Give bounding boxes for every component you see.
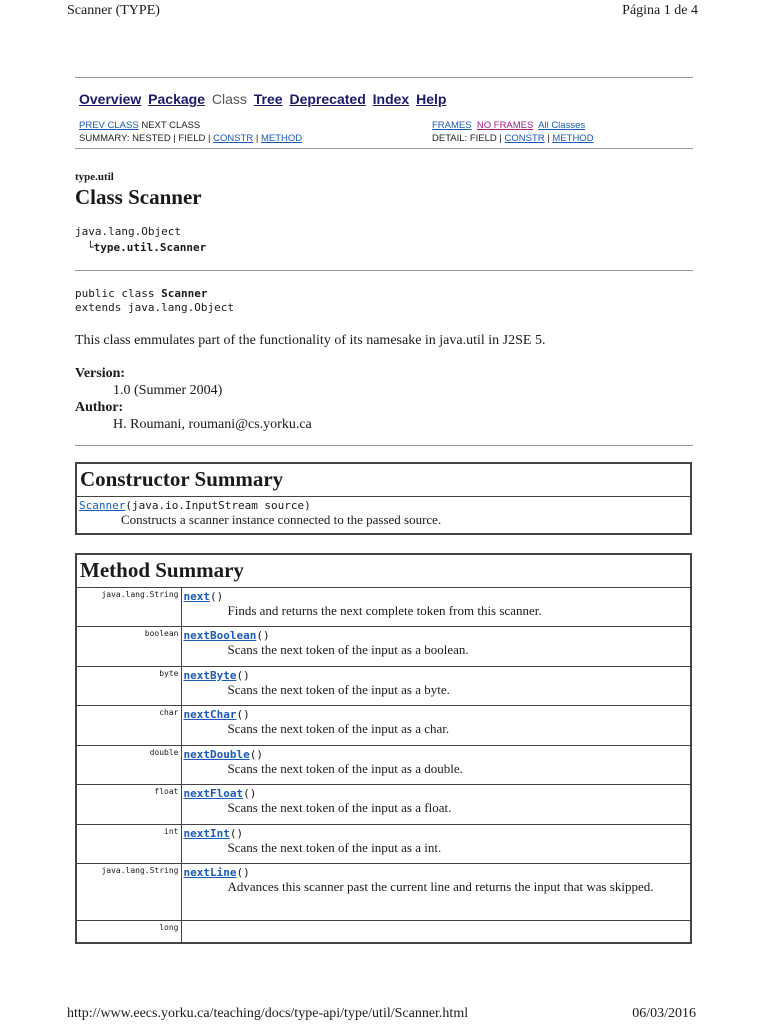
summary-constr-link[interactable]: CONSTR [213, 133, 254, 144]
next-class-text: NEXT CLASS [141, 120, 201, 131]
divider [75, 148, 693, 149]
method-return-type: byte [76, 666, 181, 706]
constructor-description: Constructs a scanner instance connected to the passed source. [121, 511, 442, 527]
table-row [76, 587, 691, 627]
table-row [76, 627, 691, 667]
class-declaration [75, 287, 693, 315]
method-return-type: java.lang.String [76, 587, 181, 627]
nav-tree-link[interactable]: Tree [253, 91, 283, 107]
constructor-summary-table [75, 462, 692, 535]
class-tags [75, 365, 693, 433]
method-nextfloat-link[interactable]: nextFloat [183, 787, 244, 800]
print-header-title: Scanner (TYPE) [67, 3, 160, 18]
nav-frame-links [432, 120, 585, 131]
method-params: () [243, 787, 257, 800]
author-label: Author: [75, 400, 124, 415]
nav-overview-link[interactable]: Overview [79, 91, 142, 107]
method-description: Finds and returns the next complete token from this scanner. [227, 602, 542, 618]
table-row [76, 824, 691, 864]
print-footer-date: 06/03/2016 [632, 1006, 696, 1021]
summary-links [79, 133, 302, 144]
javadoc-content [75, 70, 693, 944]
detail-method-link[interactable]: METHOD [552, 133, 594, 144]
method-nextline-link[interactable]: nextLine [183, 866, 237, 879]
nav-main [79, 91, 449, 107]
print-header [67, 3, 698, 21]
summary-sep: | [253, 133, 261, 144]
method-params: () [229, 826, 244, 840]
table-row [76, 496, 691, 534]
prev-class-link[interactable]: PREV CLASS [79, 120, 139, 131]
method-return-type: long [76, 921, 181, 943]
decl-prefix: public class [75, 287, 162, 300]
method-return-type: float [76, 785, 181, 825]
method-return-type: char [76, 706, 181, 746]
method-summary-title: Method Summary [76, 554, 691, 587]
detail-constr-link[interactable]: CONSTR [504, 133, 545, 144]
class-description: This class emmulates part of the functionality of its namesake in java.util in J2SE 5. [75, 333, 546, 348]
version-value: 1.0 (Summer 2004) [113, 383, 223, 398]
constructor-params: (java.io.InputStream source) [125, 498, 311, 512]
print-footer [67, 1006, 696, 1024]
method-description: Scans the next token of the input as a int. [227, 839, 442, 855]
print-header-page: Página 1 de 4 [622, 3, 698, 18]
no-frames-link[interactable]: NO FRAMES [476, 120, 534, 131]
method-nextboolean-link[interactable]: nextBoolean [183, 629, 257, 642]
method-description: Scans the next token of the input as a char. [227, 721, 450, 736]
method-summary-table [75, 553, 692, 944]
decl-class-name: Scanner [161, 287, 208, 300]
method-description: Scans the next token of the input as a double. [227, 760, 463, 776]
method-description: Scans the next token of the input as a boolean. [227, 642, 469, 657]
nav-class-current: Class [211, 91, 247, 107]
method-params: () [236, 866, 250, 879]
method-nextint-link[interactable]: nextInt [183, 826, 230, 840]
nav-deprecated-link[interactable]: Deprecated [289, 91, 366, 107]
method-nextchar-link[interactable]: nextChar [183, 708, 237, 721]
method-params: () [249, 747, 263, 761]
method-description: Scans the next token of the input as a byte. [227, 681, 450, 697]
hierarchy-child-row [75, 240, 693, 256]
table-row [76, 666, 691, 706]
method-description: Scans the next token of the input as a float. [227, 800, 452, 815]
table-row [76, 745, 691, 785]
hierarchy-child: type.util.Scanner [93, 241, 207, 254]
detail-links [432, 133, 594, 144]
summary-prefix: SUMMARY: NESTED | FIELD | [79, 133, 214, 144]
table-row [76, 785, 691, 825]
version-label: Version: [75, 366, 126, 381]
method-params: () [210, 589, 224, 603]
detail-sep: | [544, 133, 553, 144]
method-return-type: int [76, 824, 181, 864]
method-params: () [256, 629, 270, 642]
divider [75, 445, 693, 446]
method-description: Advances this scanner past the current line and returns the input that was skipped. [227, 879, 654, 894]
detail-prefix: DETAIL: FIELD | [432, 133, 505, 144]
class-title: Class Scanner [75, 185, 202, 209]
table-row [76, 921, 691, 943]
summary-method-link[interactable]: METHOD [260, 133, 303, 144]
method-return-type: boolean [76, 627, 181, 667]
method-next-link[interactable]: next [183, 589, 210, 603]
package-name: type.util [75, 171, 114, 183]
nav-help-link[interactable]: Help [416, 91, 447, 107]
hierarchy-branch-icon: └ [87, 241, 94, 254]
method-return-type: java.lang.String [76, 864, 181, 921]
nav-class-links [79, 120, 200, 131]
hierarchy-root: java.lang.Object [75, 225, 181, 238]
method-nextdouble-link[interactable]: nextDouble [183, 747, 250, 761]
divider [75, 270, 693, 271]
nav-package-link[interactable]: Package [148, 91, 205, 107]
all-classes-link[interactable]: All Classes [538, 120, 586, 131]
constructor-summary-title: Constructor Summary [76, 463, 691, 496]
author-value: H. Roumani, roumani@cs.yorku.ca [113, 417, 312, 432]
method-return-type: double [76, 745, 181, 785]
method-nextbyte-link[interactable]: nextByte [183, 668, 237, 682]
table-row [76, 706, 691, 746]
method-params: () [236, 708, 250, 721]
navbar [75, 78, 693, 148]
table-row [76, 864, 691, 921]
print-footer-url: http://www.eecs.yorku.ca/teaching/docs/type-api/type/util/Scanner.html [67, 1006, 469, 1021]
nav-index-link[interactable]: Index [372, 91, 410, 107]
frames-link[interactable]: FRAMES [432, 120, 472, 131]
decl-extends: extends java.lang.Object [75, 301, 234, 314]
constructor-link[interactable]: Scanner [79, 498, 126, 512]
class-hierarchy [75, 224, 693, 256]
method-params: () [236, 668, 250, 682]
